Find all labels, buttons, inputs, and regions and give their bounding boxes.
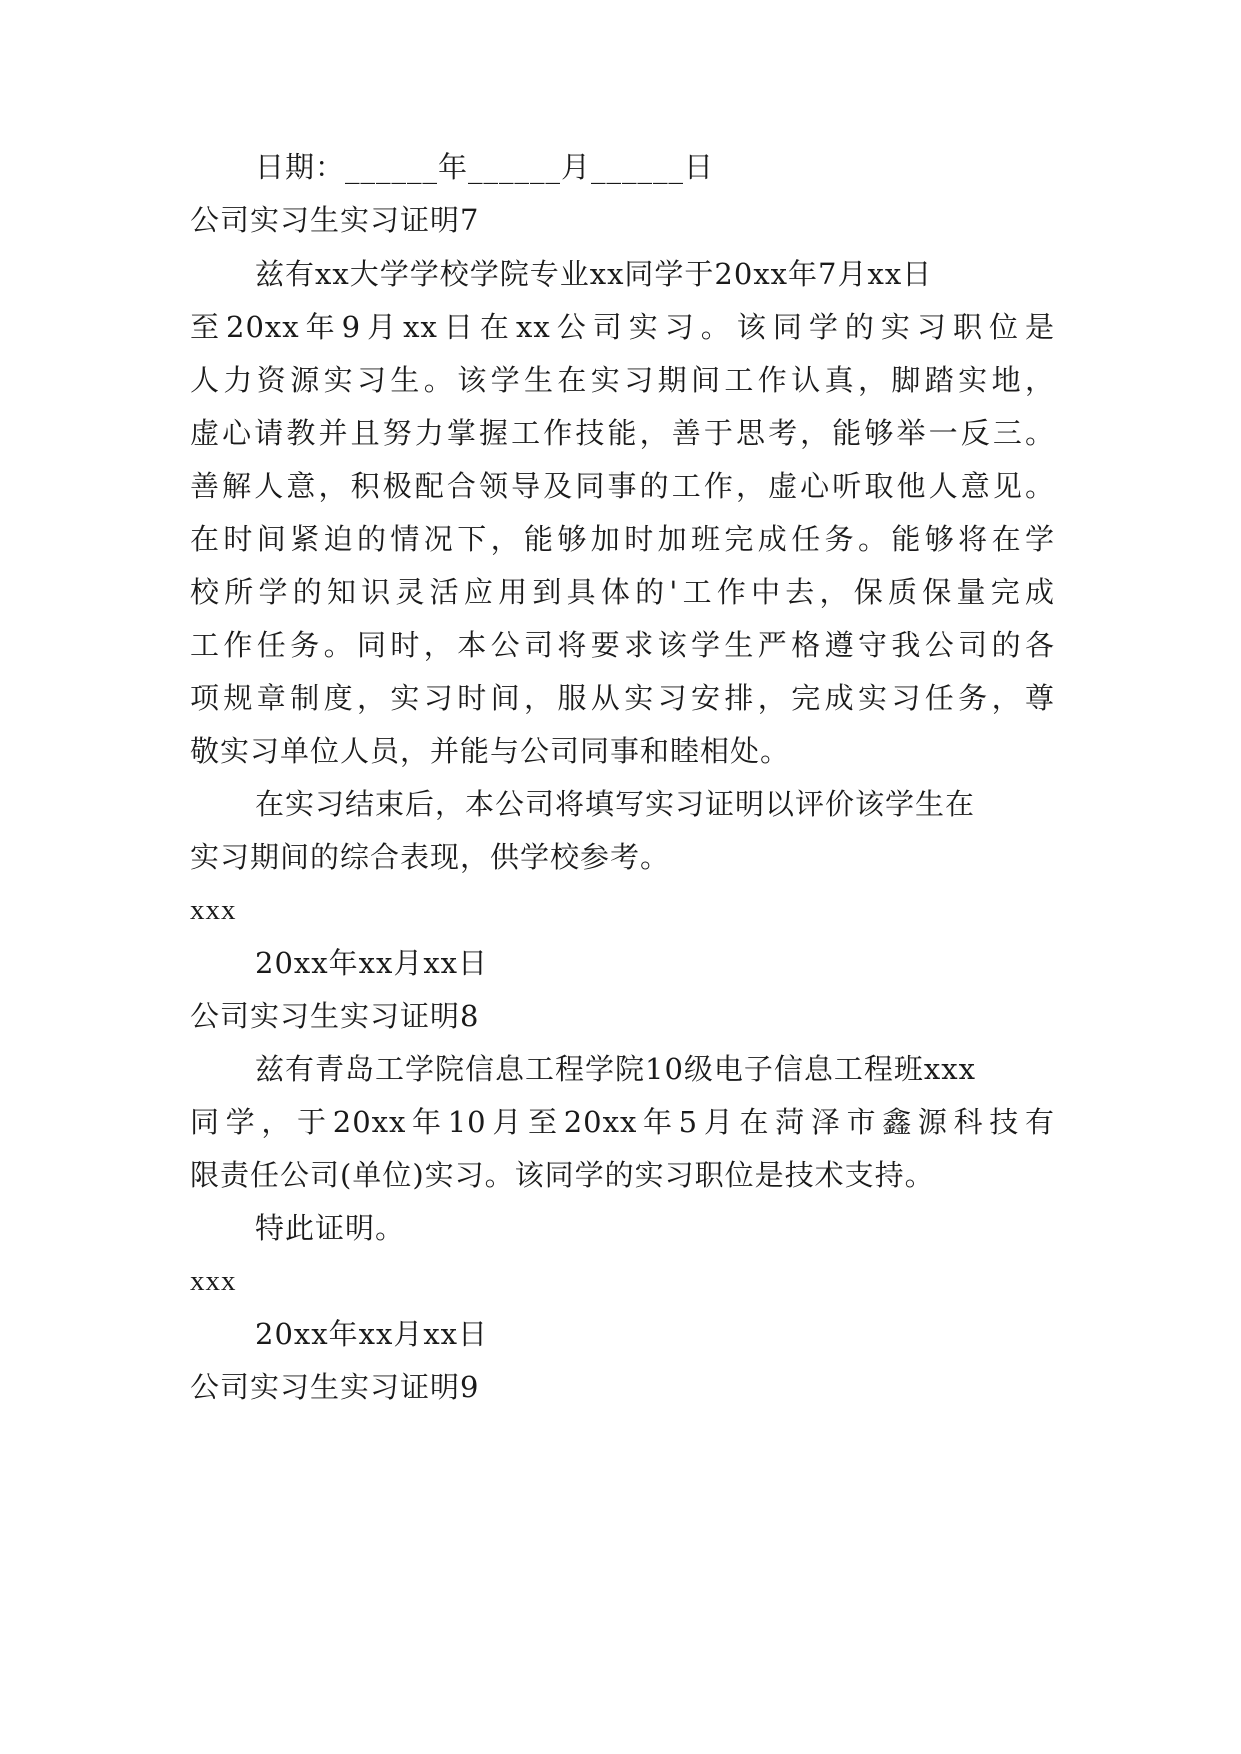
- section-8-signature: xxx: [190, 1265, 237, 1297]
- section-8-closing: 特此证明。: [255, 1211, 406, 1245]
- section-8-para1-line: 兹有青岛工学院信息工程学院10级电子信息工程班xxx: [255, 1052, 976, 1086]
- section-7-para1-line: 至20xx年9月xx日在xx公司实习。该同学的实习职位是: [190, 310, 1055, 344]
- section-7-date: 20xx年xx月xx日: [255, 946, 489, 980]
- section-7-para1-line: 人力资源实习生。该学生在实习期间工作认真，脚踏实地，: [190, 363, 1055, 397]
- section-7-para1-line: 项规章制度，实习时间，服从实习安排，完成实习任务，尊: [190, 681, 1055, 715]
- section-7-para1-line: 在时间紧迫的情况下，能够加时加班完成任务。能够将在学: [190, 522, 1055, 556]
- section-7-para1-line: 工作任务。同时，本公司将要求该学生严格遵守我公司的各: [190, 628, 1055, 662]
- section-9-title: 公司实习生实习证明9: [190, 1370, 480, 1404]
- section-8-title: 公司实习生实习证明8: [190, 999, 480, 1033]
- date-line: 日期：______年______月______日: [255, 150, 715, 184]
- section-7-para1-line: 敬实习单位人员，并能与公司同事和睦相处。: [190, 734, 791, 768]
- section-7-para1-line: 善解人意，积极配合领导及同事的工作，虚心听取他人意见。: [190, 469, 1055, 503]
- section-7-title: 公司实习生实习证明7: [190, 203, 480, 237]
- section-7-para2-line: 实习期间的综合表现，供学校参考。: [190, 840, 671, 874]
- section-7-signature: xxx: [190, 894, 237, 926]
- section-8-para1-line: 同学，于20xx年10月至20xx年5月在菏泽市鑫源科技有: [190, 1105, 1055, 1139]
- section-7-para1-line: 校所学的知识灵活应用到具体的'工作中去，保质保量完成: [190, 575, 1055, 609]
- section-7-para1-line: 虚心请教并且努力掌握工作技能，善于思考，能够举一反三。: [190, 416, 1055, 450]
- section-8-para1-line: 限责任公司(单位)实习。该同学的实习职位是技术支持。: [190, 1158, 935, 1192]
- section-7-para2-line: 在实习结束后，本公司将填写实习证明以评价该学生在: [255, 787, 976, 821]
- section-7-para1-line: 兹有xx大学学校学院专业xx同学于20xx年7月xx日: [255, 257, 933, 291]
- section-8-date: 20xx年xx月xx日: [255, 1317, 489, 1351]
